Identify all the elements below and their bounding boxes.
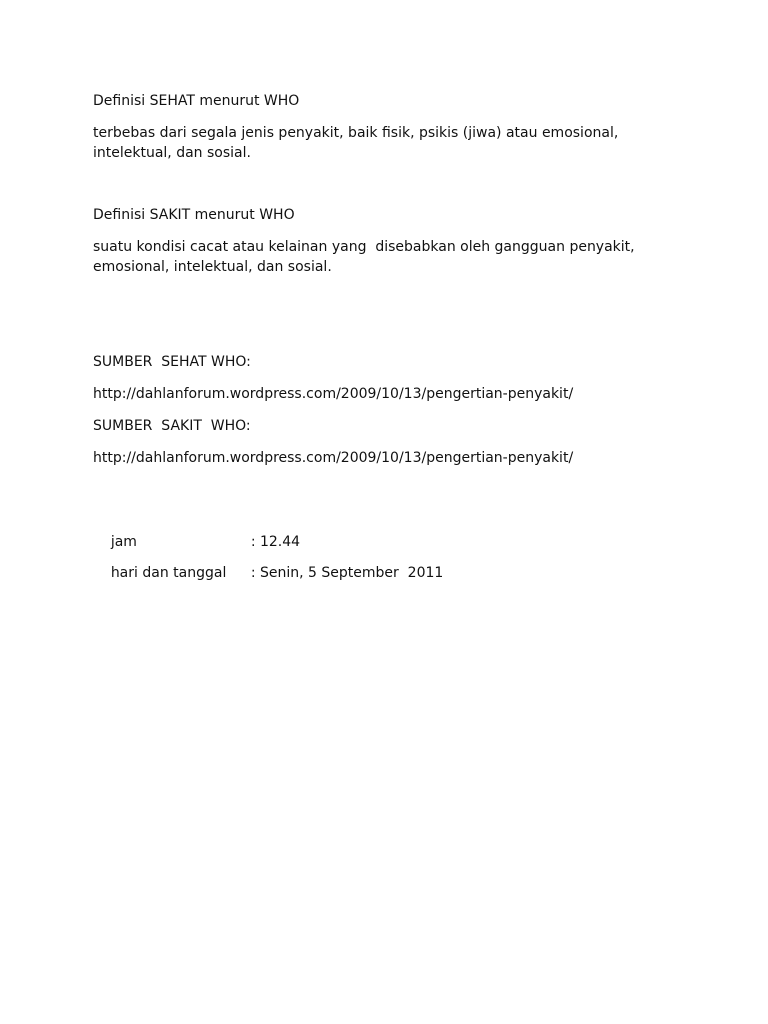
source-sehat-url: http://dahlanforum.wordpress.com/2009/10/13/pengertian-penyakit/ <box>93 386 574 402</box>
sehat-heading: Definisi SEHAT menurut WHO <box>93 93 300 109</box>
source-sehat-label: SUMBER SEHAT WHO: <box>93 354 251 370</box>
time-value: : 12.44 <box>250 534 301 550</box>
sakit-heading: Definisi SAKIT menurut WHO <box>93 207 295 223</box>
sehat-definition-line-1: terbebas dari segala jenis penyakit, baik fisik, psikis (jiwa) atau emosional, <box>93 125 619 141</box>
date-value: : Senin, 5 September 2011 <box>250 565 444 581</box>
source-sakit-url: http://dahlanforum.wordpress.com/2009/10/13/pengertian-penyakit/ <box>93 450 574 466</box>
date-row <box>93 543 443 603</box>
sehat-definition-line-2: intelektual, dan sosial. <box>93 145 251 161</box>
time-label: jam <box>110 534 137 550</box>
date-label: hari dan tanggal <box>110 565 227 581</box>
sakit-definition-line-1: suatu kondisi cacat atau kelainan yang disebabkan oleh gangguan penyakit, <box>93 239 635 255</box>
sakit-definition-line-2: emosional, intelektual, dan sosial. <box>93 259 332 275</box>
source-sakit-label: SUMBER SAKIT WHO: <box>93 418 251 434</box>
